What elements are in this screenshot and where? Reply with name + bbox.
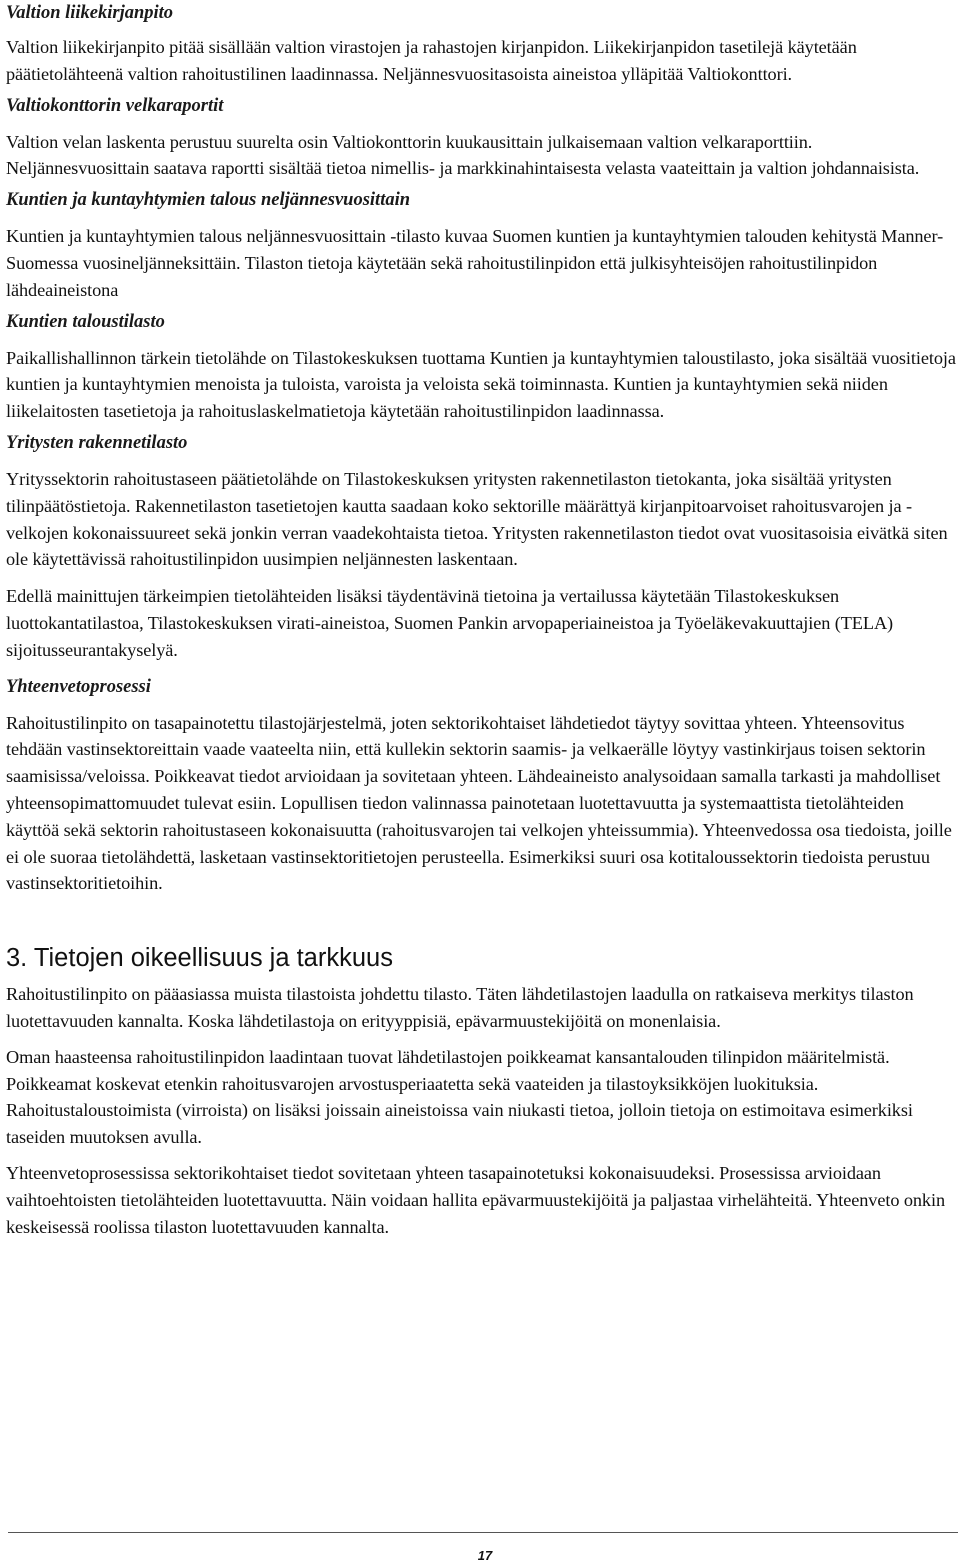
paragraph: Edellä mainittujen tärkeimpien tietolähteiden lisäksi täydentävinä tietoina ja vertailussa käytetään Tilastokeskuksen luottokantatilastoa, Tilastokeskuksen virati-aineistoa, Suomen Pankin arvopaperiaineistoa ja Työeläkevakuuttajien (TELA) sijoitusseurantakyselyä. xyxy=(6,586,894,660)
paragraph: Oman haasteensa rahoitustilinpidon laadintaan tuovat lähdetilastojen poikkeamat kansantalouden tilinpidon määritelmistä. Poikkeamat koskevat etenkin rahoitusvarojen arvostusperiaatetta sekä vaateiden ja tilastoyksikköjen luokituksia. Rahoitustaloustoimista (virroista) on lisäksi joissain aineistoissa vain niukasti tietoa, jolloin tietoja on estimoitava esimerkiksi taseiden muutoksen avulla. xyxy=(6,1046,913,1148)
paragraph: Valtion liikekirjanpito pitää sisällään valtion virastojen ja rahastojen kirjanpidon. Liikekirjanpidon tasetilejä käytetään päätietolähteenä valtion rahoitustilinen laadinnassa. Neljännesvuositasoista aineistoa ylläpitää Valtiokonttori. xyxy=(6,37,857,84)
subheading-valtiokonttorin-velkaraportit: Valtiokonttorin velkaraportit xyxy=(6,95,224,116)
page-number: 17 xyxy=(477,1548,493,1563)
paragraph: Rahoitustilinpito on pääasiassa muista tilastoista johdettu tilasto. Täten lähdetilastojen laadulla on ratkaiseva merkitys tilaston luotettavuuden kannalta. Koska lähdetilastoja on erityyppisiä, epävarmuustekijöitä on monenlaisia. xyxy=(6,984,914,1031)
subheading-kuntien-taloustilasto: Kuntien taloustilasto xyxy=(6,311,165,332)
footer-divider xyxy=(8,1532,958,1533)
paragraph: Kuntien ja kuntayhtymien talous neljännesvuosittain -tilasto kuvaa Suomen kuntien ja kuntayhtymien talouden kehitystä Manner-Suomessa vuosineljänneksittäin. Tilaston tietoja käytetään sekä rahoitustilinpidon että julkisyhteisöjen rahoitustilinpidon lähdeaineistona xyxy=(6,226,944,300)
subheading-yritysten-rakennetilasto: Yritysten rakennetilasto xyxy=(6,432,188,453)
section-title: 3. Tietojen oikeellisuus ja tarkkuus xyxy=(6,944,393,973)
subheading-valtion-liikekirjanpito: Valtion liikekirjanpito xyxy=(6,3,174,23)
subheading-yhteenvetoprosessi: Yhteenvetoprosessi xyxy=(6,676,151,697)
paragraph: Yrityssektorin rahoitustaseen päätietolähde on Tilastokeskuksen yritysten rakennetilaston tietokanta, joka sisältää yritysten tilinpäätöstietoja. Rakennetilaston tasetietojen kautta saadaan koko sektorille määrättyä kirjanpitoarvoiset rahoitusvarojen ja -velkojen kokonaissuureet sekä jonkin verran vaadekohtaista tietoa. Yritysten rakennetilaston tiedot ovat vuositasoisia eivätkä siten ole käytettävissä rahoitustilinpidon uusimpien neljännesten laskentaan. xyxy=(6,468,948,570)
document-page xyxy=(6,0,956,1240)
subheading-kuntien-neljannesvuosittain: Kuntien ja kuntayhtymien talous neljännesvuosittain xyxy=(6,190,411,211)
paragraph: Valtion velan laskenta perustuu suurelta osin Valtiokonttorin kuukausittain julkaisemaan valtion velkaraporttiin. Neljännesvuosittain saatava raportti sisältää tietoa nimellis- ja markkinahintaisesta velasta vaateittain ja valtion johdannaisista. xyxy=(6,131,920,179)
paragraph: Yhteenvetoprosessissa sektorikohtaiset tiedot sovitetaan yhteen tasapainotetuksi kokonaisuudeksi. Prosessissa arvioidaan vaihtoehtoisten tietolähteiden luotettavuutta. Näin voidaan hallita epävarmuustekijöitä ja paljastaa virhelähteitä. Yhteenveto onkin keskeisessä roolissa tilaston luotettavuuden kannalta. xyxy=(6,1162,945,1237)
paragraph: Paikallishallinnon tärkein tietolähde on Tilastokeskuksen tuottama Kuntien ja kuntayhtymien taloustilasto, joka sisältää vuositietoja kuntien ja kuntayhtymien menoista ja tuloista, varoista ja veloista sekä toiminnasta. Kuntien ja kuntayhtymien sekä niiden liikelaitosten tasetietoja ja rahoituslaskelmatietoja käytetään rahoitustilinpidon laadinnassa. xyxy=(6,347,956,422)
paragraph: Rahoitustilinpito on tasapainotettu tilastojärjestelmä, joten sektorikohtaiset lähdetiedot täytyy sovittaa yhteen. Yhteensovitus tehdään vastinsektoreittain vaade vaateelta niin, että kullekin sektorin saamis- ja velkaerälle löytyy vastinkirjaus toisen sektorin saamisissa/veloissa. Poikkeavat tiedot arvioidaan ja sovitetaan yhteen. Lähdeaineisto analysoidaan samalla tarkasti ja mahdolliset yhteensopimattomuudet tulevat esiin. Lopullisen tiedon valinnassa painotetaan luotettavuutta ja systemaattista tietolähteiden käyttöä sekä sektorin rahoitustaseen kokonaisuutta (rahoitusvarojen tai velkojen yhteissummia). Yhteenvedossa osa tiedoista, joille ei ole suoraa tietolähdettä, lasketaan vastinsektoritietojen perusteella. Esimerkiksi suuri osa kotitaloussektorin tiedoista perustuu vastinsektoritietoihin. xyxy=(6,712,952,894)
